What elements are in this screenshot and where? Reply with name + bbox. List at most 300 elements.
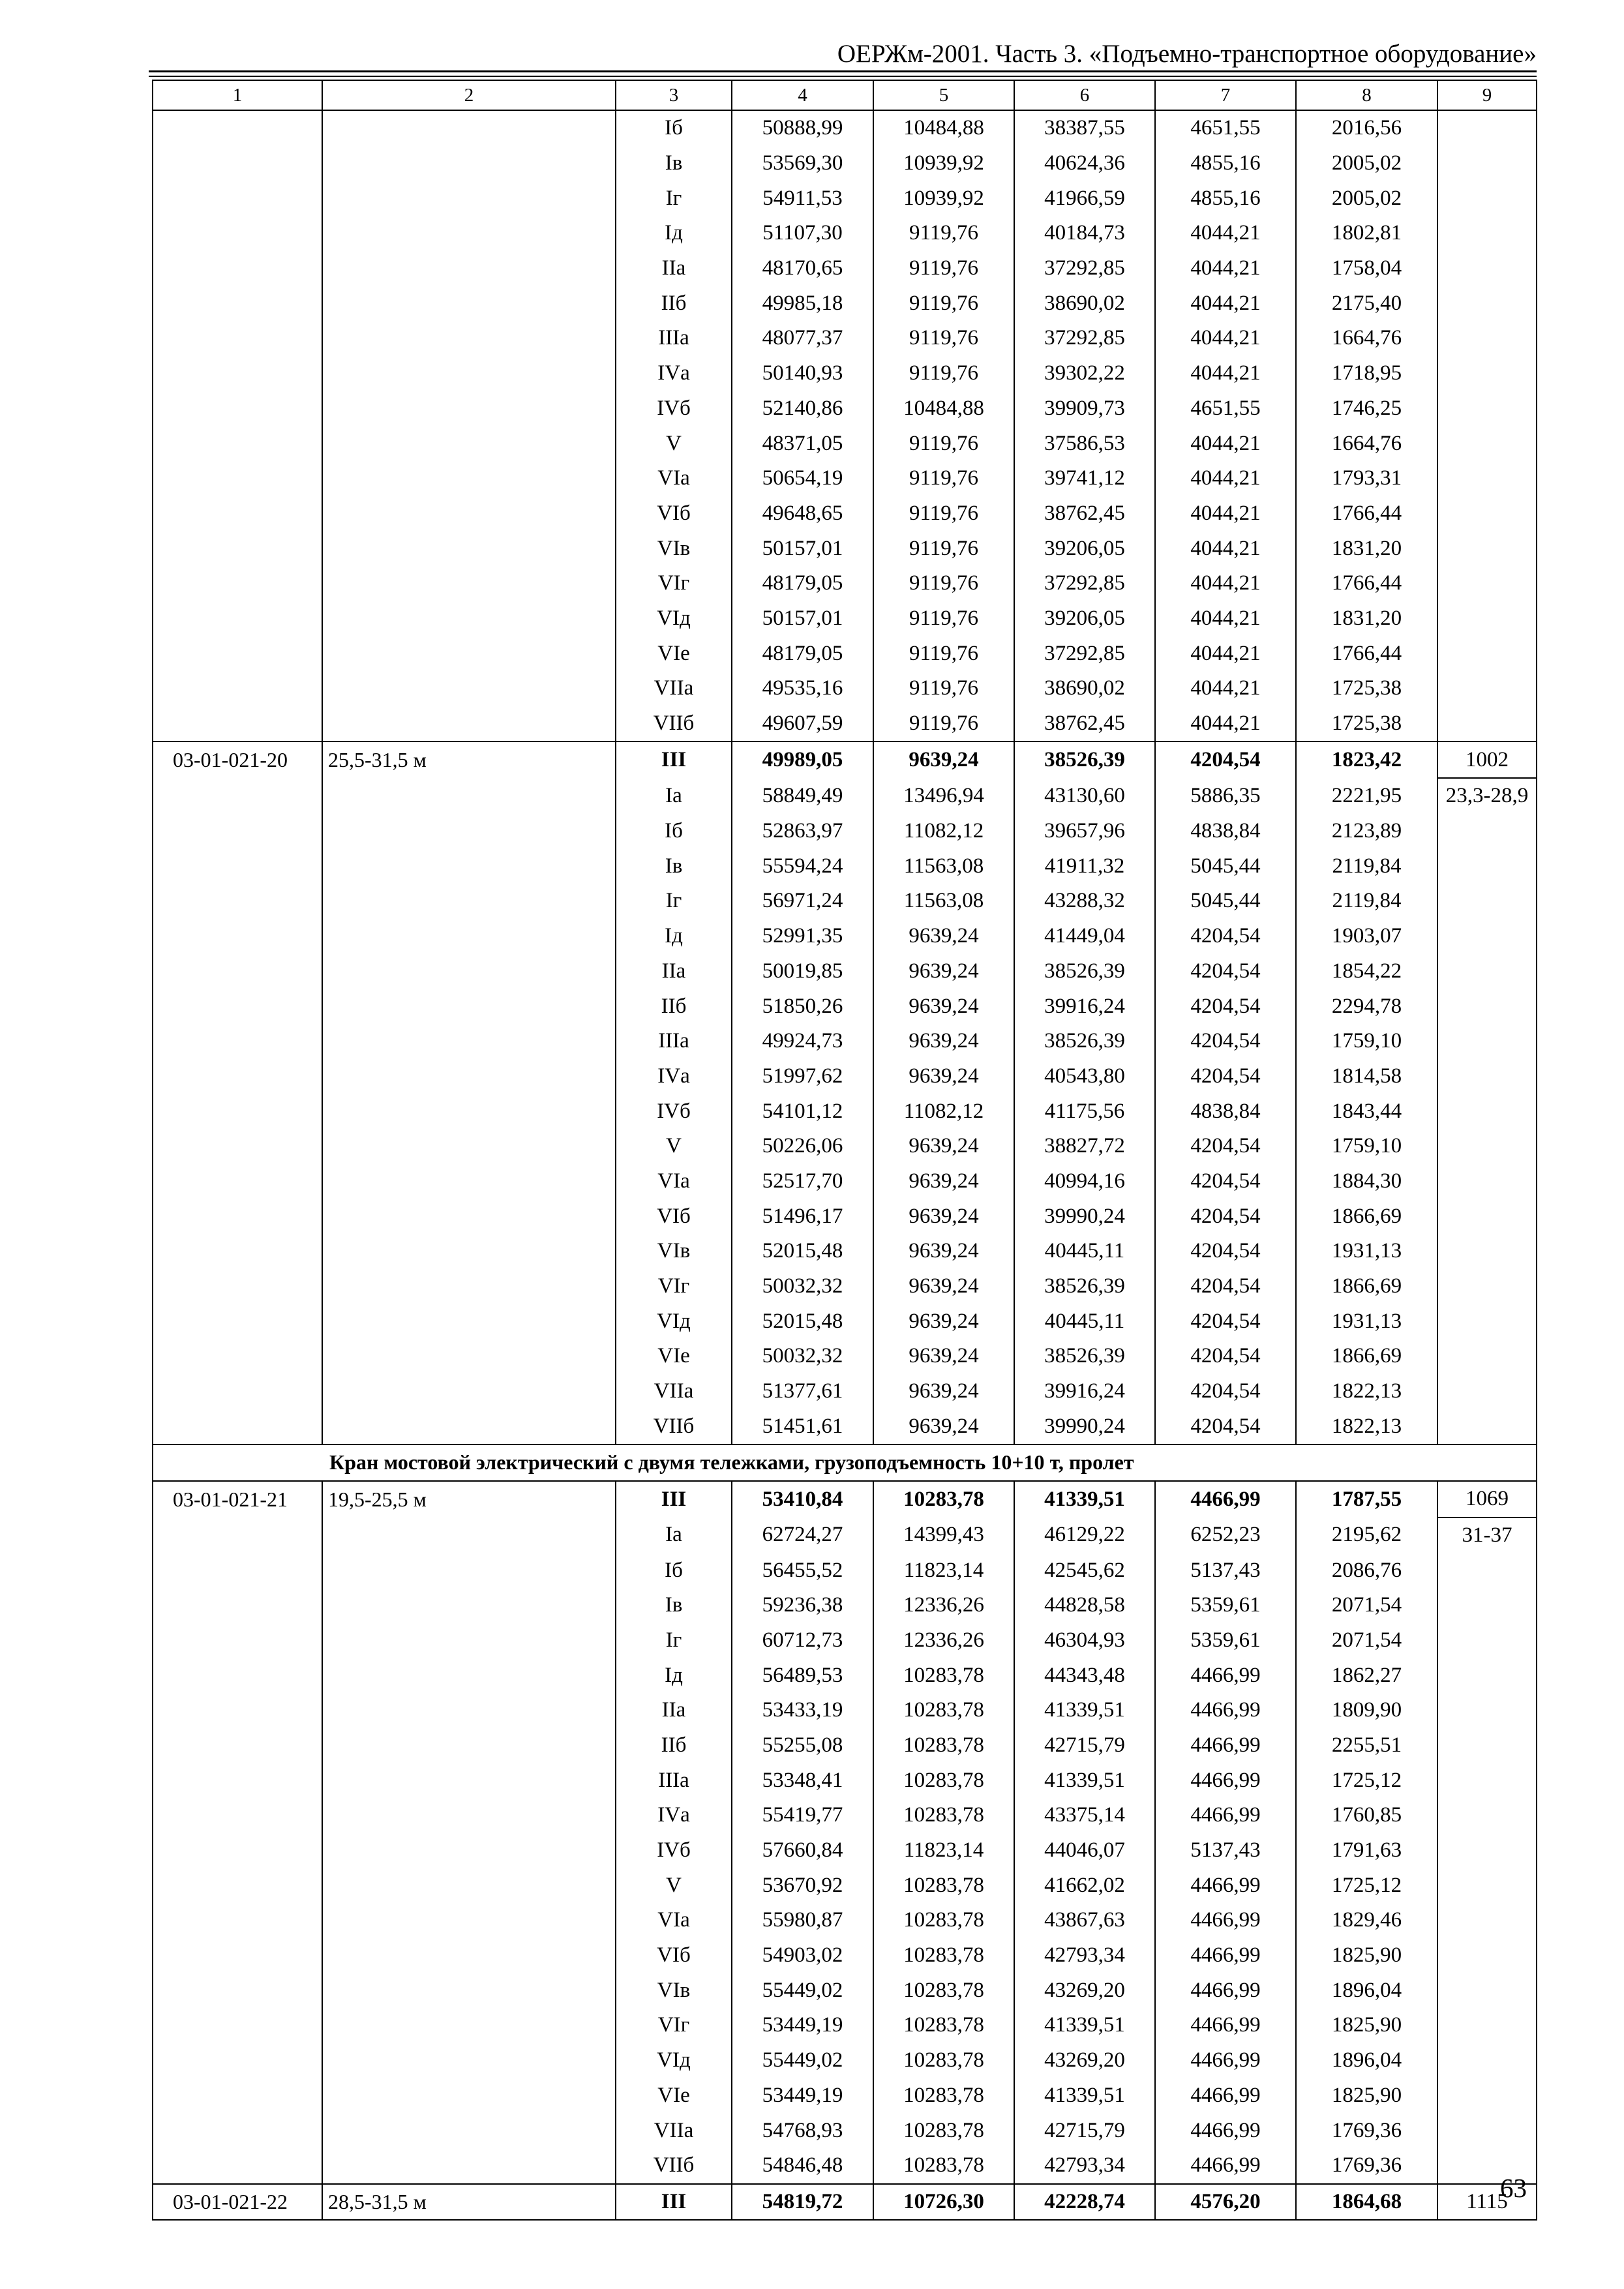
value-cell-c4: 51451,61	[732, 1409, 873, 1444]
col-number: 1	[153, 80, 322, 110]
value-cell-c8: 1862,27	[1296, 1658, 1437, 1693]
unit-cell	[1437, 1374, 1537, 1409]
value-cell-c7: 4466,99	[1155, 1798, 1296, 1833]
code-cell	[153, 1234, 322, 1269]
value-cell-c5: 14399,43	[873, 1518, 1014, 1553]
value-cell-c5: 9119,76	[873, 321, 1014, 356]
table-row	[153, 2113, 1537, 2148]
value-cell-c4: 52517,70	[732, 1164, 873, 1199]
value-cell-c7: 4466,99	[1155, 1481, 1296, 1518]
range-cell	[322, 1833, 616, 1868]
value-cell-c4: 50888,99	[732, 110, 873, 146]
value-cell-c8: 1884,30	[1296, 1164, 1437, 1199]
value-cell-c7: 4204,54	[1155, 1199, 1296, 1234]
code-cell	[153, 110, 322, 146]
value-cell-c6: 38762,45	[1014, 706, 1155, 742]
value-cell-c5: 11823,14	[873, 1833, 1014, 1868]
unit-cell	[1437, 1129, 1537, 1164]
code-cell	[153, 461, 322, 496]
code-cell	[153, 2078, 322, 2114]
value-cell-c6: 40445,11	[1014, 1304, 1155, 1339]
class-cell: IIIа	[616, 1763, 732, 1798]
value-cell-c8: 1718,95	[1296, 356, 1437, 391]
value-cell-c6: 37292,85	[1014, 566, 1155, 601]
value-cell-c8: 2119,84	[1296, 848, 1437, 884]
range-cell	[322, 391, 616, 426]
code-cell	[153, 426, 322, 461]
class-cell: Iд	[616, 216, 732, 251]
range-cell	[322, 2043, 616, 2078]
value-cell-c5: 9639,24	[873, 1164, 1014, 1199]
table-row	[153, 146, 1537, 181]
value-cell-c5: 10484,88	[873, 391, 1014, 426]
table-row	[153, 706, 1537, 742]
value-cell-c8: 1931,13	[1296, 1234, 1437, 1269]
code-cell	[153, 1129, 322, 1164]
value-cell-c8: 1766,44	[1296, 566, 1437, 601]
unit-cell	[1437, 1588, 1537, 1623]
value-cell-c5: 10283,78	[873, 2008, 1014, 2043]
col-number: 9	[1437, 80, 1537, 110]
value-cell-c5: 9119,76	[873, 636, 1014, 671]
range-cell	[322, 251, 616, 286]
value-cell-c4: 48371,05	[732, 426, 873, 461]
unit-cell	[1437, 636, 1537, 671]
code-cell	[153, 2043, 322, 2078]
unit-cell	[1437, 671, 1537, 706]
table-row	[153, 1199, 1537, 1234]
column-numbers-row	[153, 80, 1537, 110]
value-cell-c7: 4044,21	[1155, 461, 1296, 496]
value-cell-c4: 53433,19	[732, 1693, 873, 1728]
class-cell: VIа	[616, 1164, 732, 1199]
value-cell-c5: 11082,12	[873, 1094, 1014, 1129]
unit-cell	[1437, 814, 1537, 849]
table-row	[153, 1693, 1537, 1728]
value-cell-c5: 10726,30	[873, 2184, 1014, 2221]
value-cell-c5: 10283,78	[873, 1763, 1014, 1798]
table-row	[153, 1763, 1537, 1798]
value-cell-c6: 44046,07	[1014, 1833, 1155, 1868]
value-cell-c7: 5137,43	[1155, 1553, 1296, 1588]
value-cell-c6: 39206,05	[1014, 531, 1155, 566]
value-cell-c8: 2119,84	[1296, 884, 1437, 919]
value-cell-c6: 38526,39	[1014, 741, 1155, 778]
value-cell-c6: 41339,51	[1014, 2078, 1155, 2114]
value-cell-c7: 4204,54	[1155, 1269, 1296, 1304]
value-cell-c6: 39206,05	[1014, 601, 1155, 636]
value-cell-c6: 41339,51	[1014, 1763, 1155, 1798]
value-cell-c4: 50157,01	[732, 601, 873, 636]
value-cell-c4: 49924,73	[732, 1024, 873, 1059]
class-cell: VIа	[616, 461, 732, 496]
code-cell	[153, 286, 322, 321]
code-cell	[153, 919, 322, 954]
value-cell-c4: 55449,02	[732, 2043, 873, 2078]
value-cell-c8: 1809,90	[1296, 1693, 1437, 1728]
code-cell	[153, 356, 322, 391]
class-cell: VIд	[616, 601, 732, 636]
code-cell	[153, 1693, 322, 1728]
class-cell: Iг	[616, 1623, 732, 1658]
unit-cell	[1437, 2043, 1537, 2078]
range-cell	[322, 1938, 616, 1973]
value-cell-c5: 9639,24	[873, 1374, 1014, 1409]
unit-cell	[1437, 1658, 1537, 1693]
value-cell-c7: 4466,99	[1155, 1868, 1296, 1903]
code-cell	[153, 1553, 322, 1588]
table-row	[153, 1728, 1537, 1763]
value-cell-c8: 1864,68	[1296, 2184, 1437, 2221]
value-cell-c7: 4044,21	[1155, 426, 1296, 461]
code-cell	[153, 1059, 322, 1094]
value-cell-c5: 12336,26	[873, 1588, 1014, 1623]
range-cell	[322, 1588, 616, 1623]
code-cell	[153, 1199, 322, 1234]
value-cell-c5: 10283,78	[873, 2113, 1014, 2148]
range-cell	[322, 1269, 616, 1304]
range-cell	[322, 321, 616, 356]
value-cell-c6: 39916,24	[1014, 1374, 1155, 1409]
value-cell-c6: 42793,34	[1014, 1938, 1155, 1973]
range-cell	[322, 1304, 616, 1339]
value-cell-c6: 41966,59	[1014, 181, 1155, 216]
range-cell	[322, 1094, 616, 1129]
value-cell-c7: 4466,99	[1155, 2113, 1296, 2148]
value-cell-c5: 10283,78	[873, 1693, 1014, 1728]
value-cell-c8: 1823,42	[1296, 741, 1437, 778]
unit-cell	[1437, 1763, 1537, 1798]
value-cell-c5: 9119,76	[873, 461, 1014, 496]
range-cell	[322, 1693, 616, 1728]
range-cell	[322, 1868, 616, 1903]
value-cell-c5: 10283,78	[873, 2078, 1014, 2114]
range-cell	[322, 1728, 616, 1763]
value-cell-c6: 42715,79	[1014, 2113, 1155, 2148]
code-cell	[153, 146, 322, 181]
code-cell	[153, 954, 322, 989]
value-cell-c6: 43130,60	[1014, 778, 1155, 814]
class-cell: Iб	[616, 814, 732, 849]
value-cell-c4: 48170,65	[732, 251, 873, 286]
value-cell-c6: 40624,36	[1014, 146, 1155, 181]
value-cell-c5: 9119,76	[873, 706, 1014, 742]
class-cell: IIб	[616, 286, 732, 321]
value-cell-c7: 4466,99	[1155, 1763, 1296, 1798]
code-cell	[153, 884, 322, 919]
value-cell-c4: 55449,02	[732, 1973, 873, 2008]
table-row	[153, 251, 1537, 286]
value-cell-c6: 38690,02	[1014, 286, 1155, 321]
code-cell	[153, 1973, 322, 2008]
table-row	[153, 426, 1537, 461]
class-cell: VIе	[616, 636, 732, 671]
value-cell-c6: 44828,58	[1014, 1588, 1155, 1623]
unit-cell	[1437, 848, 1537, 884]
class-cell: IIIа	[616, 1024, 732, 1059]
value-cell-c8: 1831,20	[1296, 601, 1437, 636]
value-cell-c4: 51377,61	[732, 1374, 873, 1409]
range-cell	[322, 1164, 616, 1199]
table-row	[153, 954, 1537, 989]
value-cell-c4: 55594,24	[732, 848, 873, 884]
unit-cell	[1437, 706, 1537, 742]
code-cell	[153, 1339, 322, 1374]
value-cell-c7: 4466,99	[1155, 1903, 1296, 1938]
range-cell	[322, 356, 616, 391]
table-row	[153, 2078, 1537, 2114]
value-cell-c4: 54846,48	[732, 2148, 873, 2184]
unit-cell	[1437, 181, 1537, 216]
value-cell-c6: 41339,51	[1014, 2008, 1155, 2043]
value-cell-c6: 43375,14	[1014, 1798, 1155, 1833]
class-cell: Iв	[616, 1588, 732, 1623]
value-cell-c7: 4838,84	[1155, 814, 1296, 849]
table-row	[153, 1024, 1537, 1059]
class-cell: IVб	[616, 1833, 732, 1868]
unit-cell	[1437, 531, 1537, 566]
range-cell	[322, 1409, 616, 1444]
table-row	[153, 1059, 1537, 1094]
class-cell: VIб	[616, 1199, 732, 1234]
table-body	[153, 80, 1537, 2220]
value-cell-c5: 10939,92	[873, 181, 1014, 216]
value-cell-c7: 4466,99	[1155, 1938, 1296, 1973]
value-cell-c4: 48179,05	[732, 636, 873, 671]
class-cell: IIа	[616, 251, 732, 286]
unit-cell	[1437, 286, 1537, 321]
class-cell: VIб	[616, 496, 732, 531]
value-cell-c4: 49985,18	[732, 286, 873, 321]
value-cell-c5: 10484,88	[873, 110, 1014, 146]
table-row	[153, 741, 1537, 778]
value-cell-c4: 56455,52	[732, 1553, 873, 1588]
value-cell-c5: 9119,76	[873, 426, 1014, 461]
class-cell: III	[616, 2184, 732, 2221]
code-cell	[153, 1024, 322, 1059]
value-cell-c5: 13496,94	[873, 778, 1014, 814]
value-cell-c7: 4466,99	[1155, 1658, 1296, 1693]
table-row	[153, 216, 1537, 251]
range-cell	[322, 814, 616, 849]
value-cell-c8: 2071,54	[1296, 1588, 1437, 1623]
code-cell	[153, 706, 322, 742]
range-cell	[322, 461, 616, 496]
table-row	[153, 1409, 1537, 1444]
table-row	[153, 110, 1537, 146]
table-row	[153, 636, 1537, 671]
value-cell-c6: 38526,39	[1014, 1339, 1155, 1374]
unit-cell	[1437, 1553, 1537, 1588]
unit-cell	[1437, 321, 1537, 356]
table-row	[153, 2148, 1537, 2184]
value-cell-c6: 46129,22	[1014, 1518, 1155, 1553]
col-number: 3	[616, 80, 732, 110]
value-cell-c8: 1931,13	[1296, 1304, 1437, 1339]
value-cell-c5: 9639,24	[873, 989, 1014, 1024]
value-cell-c8: 1843,44	[1296, 1094, 1437, 1129]
unit-cell	[1437, 919, 1537, 954]
code-cell	[153, 1798, 322, 1833]
value-cell-c8: 1854,22	[1296, 954, 1437, 989]
table-row	[153, 1481, 1537, 1518]
table-row	[153, 321, 1537, 356]
class-cell: IIб	[616, 989, 732, 1024]
code-cell	[153, 251, 322, 286]
value-cell-c7: 4204,54	[1155, 1374, 1296, 1409]
class-cell: VIIб	[616, 2148, 732, 2184]
value-cell-c7: 6252,23	[1155, 1518, 1296, 1553]
range-cell: 19,5-25,5 м	[322, 1481, 616, 1518]
value-cell-c8: 1758,04	[1296, 251, 1437, 286]
value-cell-c6: 41339,51	[1014, 1481, 1155, 1518]
value-cell-c7: 5045,44	[1155, 848, 1296, 884]
value-cell-c8: 1866,69	[1296, 1339, 1437, 1374]
code-cell	[153, 531, 322, 566]
value-cell-c7: 5886,35	[1155, 778, 1296, 814]
code-cell	[153, 1658, 322, 1693]
unit-cell	[1437, 1903, 1537, 1938]
table-row	[153, 356, 1537, 391]
code-cell	[153, 216, 322, 251]
range-cell	[322, 989, 616, 1024]
class-cell: IVб	[616, 1094, 732, 1129]
value-cell-c7: 4044,21	[1155, 356, 1296, 391]
class-cell: Iд	[616, 919, 732, 954]
value-cell-c7: 4855,16	[1155, 146, 1296, 181]
class-cell: VIб	[616, 1938, 732, 1973]
value-cell-c4: 52863,97	[732, 814, 873, 849]
value-cell-c8: 2005,02	[1296, 181, 1437, 216]
value-cell-c4: 51496,17	[732, 1199, 873, 1234]
value-cell-c8: 1825,90	[1296, 2008, 1437, 2043]
value-cell-c4: 52140,86	[732, 391, 873, 426]
value-cell-c4: 52015,48	[732, 1304, 873, 1339]
code-cell	[153, 814, 322, 849]
value-cell-c6: 39990,24	[1014, 1409, 1155, 1444]
range-cell	[322, 671, 616, 706]
value-cell-c7: 4466,99	[1155, 2043, 1296, 2078]
range-cell	[322, 496, 616, 531]
table-row	[153, 1588, 1537, 1623]
class-cell: V	[616, 426, 732, 461]
value-cell-c5: 9639,24	[873, 1059, 1014, 1094]
value-cell-c6: 40543,80	[1014, 1059, 1155, 1094]
value-cell-c8: 1760,85	[1296, 1798, 1437, 1833]
code-cell	[153, 1868, 322, 1903]
value-cell-c6: 41449,04	[1014, 919, 1155, 954]
value-cell-c5: 9119,76	[873, 671, 1014, 706]
value-cell-c8: 2255,51	[1296, 1728, 1437, 1763]
value-cell-c4: 50226,06	[732, 1129, 873, 1164]
class-cell: VIв	[616, 1234, 732, 1269]
table-row	[153, 1973, 1537, 2008]
table-row	[153, 601, 1537, 636]
value-cell-c4: 56489,53	[732, 1658, 873, 1693]
value-cell-c4: 49535,16	[732, 671, 873, 706]
unit-cell	[1437, 1693, 1537, 1728]
class-cell: VIе	[616, 1339, 732, 1374]
unit-cell: 23,3-28,9	[1437, 778, 1537, 814]
table-row	[153, 1833, 1537, 1868]
range-cell	[322, 884, 616, 919]
unit-cell	[1437, 1868, 1537, 1903]
code-cell	[153, 391, 322, 426]
range-cell	[322, 1658, 616, 1693]
value-cell-c6: 38827,72	[1014, 1129, 1155, 1164]
value-cell-c5: 9119,76	[873, 356, 1014, 391]
value-cell-c8: 1896,04	[1296, 2043, 1437, 2078]
value-cell-c7: 4651,55	[1155, 391, 1296, 426]
value-cell-c5: 9639,24	[873, 919, 1014, 954]
value-cell-c4: 49607,59	[732, 706, 873, 742]
page-number: 63	[1500, 2173, 1527, 2203]
table-row	[153, 1938, 1537, 1973]
table-row	[153, 391, 1537, 426]
value-cell-c7: 4466,99	[1155, 2078, 1296, 2114]
range-cell	[322, 1339, 616, 1374]
table-row	[153, 814, 1537, 849]
value-cell-c4: 50019,85	[732, 954, 873, 989]
value-cell-c7: 4466,99	[1155, 1693, 1296, 1728]
code-cell	[153, 181, 322, 216]
class-cell: Iв	[616, 146, 732, 181]
code-cell	[153, 2113, 322, 2148]
value-cell-c6: 43269,20	[1014, 1973, 1155, 2008]
value-cell-c5: 11082,12	[873, 814, 1014, 849]
class-cell: VIIб	[616, 1409, 732, 1444]
value-cell-c6: 40994,16	[1014, 1164, 1155, 1199]
range-cell	[322, 146, 616, 181]
class-cell: Iб	[616, 110, 732, 146]
class-cell: Iг	[616, 884, 732, 919]
code-cell	[153, 1903, 322, 1938]
unit-cell	[1437, 1094, 1537, 1129]
class-cell: VIIа	[616, 671, 732, 706]
value-cell-c5: 10283,78	[873, 1798, 1014, 1833]
value-cell-c8: 1766,44	[1296, 496, 1437, 531]
value-cell-c5: 9639,24	[873, 954, 1014, 989]
value-cell-c7: 4044,21	[1155, 216, 1296, 251]
unit-cell	[1437, 1304, 1537, 1339]
value-cell-c8: 1769,36	[1296, 2113, 1437, 2148]
value-cell-c5: 9639,24	[873, 1339, 1014, 1374]
value-cell-c4: 59236,38	[732, 1588, 873, 1623]
value-cell-c4: 52991,35	[732, 919, 873, 954]
unit-cell	[1437, 884, 1537, 919]
class-cell: IVа	[616, 1798, 732, 1833]
value-cell-c6: 38762,45	[1014, 496, 1155, 531]
code-cell	[153, 601, 322, 636]
table-row	[153, 1623, 1537, 1658]
range-cell	[322, 566, 616, 601]
value-cell-c4: 50032,32	[732, 1269, 873, 1304]
table-row	[153, 989, 1537, 1024]
unit-cell	[1437, 1623, 1537, 1658]
value-cell-c5: 9639,24	[873, 1199, 1014, 1234]
class-cell: IIа	[616, 1693, 732, 1728]
table-row	[153, 778, 1537, 814]
table-row	[153, 461, 1537, 496]
value-cell-c6: 41911,32	[1014, 848, 1155, 884]
value-cell-c5: 12336,26	[873, 1623, 1014, 1658]
table-row	[153, 1553, 1537, 1588]
value-cell-c6: 42545,62	[1014, 1553, 1155, 1588]
range-cell	[322, 1553, 616, 1588]
table-row	[153, 1868, 1537, 1903]
value-cell-c5: 10283,78	[873, 1658, 1014, 1693]
value-cell-c7: 4204,54	[1155, 1339, 1296, 1374]
